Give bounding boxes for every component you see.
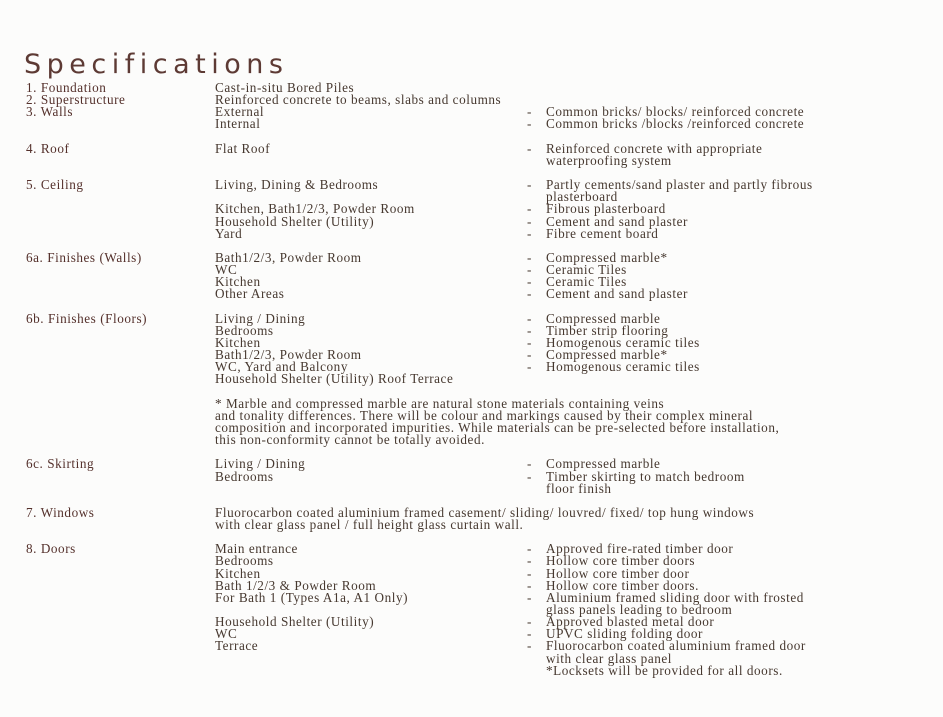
item-spec-text: Hollow core timber door: [546, 565, 690, 581]
item-spec: [527, 225, 659, 241]
item-location: Bath1/2/3, Powder Room: [215, 347, 362, 363]
dash-bullet: -: [527, 589, 532, 605]
dash-bullet: -: [527, 213, 532, 229]
spec-row: [0, 322, 943, 338]
item-location: Bath 1/2/3 & Powder Room: [215, 577, 377, 593]
item-spec-text: Reinforced concrete with appropriate: [546, 140, 763, 156]
item-spec-text: Ceramic Tiles: [546, 274, 627, 290]
dash-bullet: -: [527, 177, 532, 193]
dash-bullet: -: [527, 140, 532, 156]
item-spec-text: Compressed marble*: [546, 249, 668, 265]
section-label: 8. Doors: [26, 541, 76, 557]
spec-row: [0, 519, 943, 531]
dash-bullet: -: [527, 286, 532, 302]
dash-bullet: -: [527, 201, 532, 217]
spec-row: [0, 191, 943, 203]
dash-bullet: -: [527, 249, 532, 265]
spec-row: [0, 361, 943, 373]
item-location: Bath1/2/3, Powder Room: [215, 249, 362, 265]
item-location: Bedrooms: [215, 468, 274, 484]
spec-row: [0, 349, 943, 361]
dash-bullet: -: [527, 334, 532, 350]
item-location: Living / Dining: [215, 456, 306, 472]
item-spec-text: Hollow core timber doors.: [546, 577, 699, 593]
item-spec-text: Timber skirting to match bedroom: [546, 468, 745, 484]
dash-bullet: -: [527, 541, 532, 557]
item-location: this non-conformity cannot be totally avoided.: [215, 432, 485, 448]
spec-row: [0, 225, 943, 241]
section-label: 6a. Finishes (Walls): [26, 249, 142, 265]
section-label: 1. Foundation: [26, 80, 107, 95]
dash-bullet: -: [527, 614, 532, 630]
dash-bullet: -: [527, 116, 532, 132]
section-label: 3. Walls: [26, 104, 74, 120]
item-spec-continuation: floor finish: [546, 480, 612, 496]
dash-bullet: -: [527, 577, 532, 593]
item-location: Flat Roof: [215, 140, 271, 156]
item-spec-text: Cement and sand plaster: [546, 213, 688, 229]
item-spec-continuation: glass panels leading to bedroom: [546, 602, 733, 618]
item-location: WC: [215, 262, 238, 278]
dash-bullet: -: [527, 456, 532, 472]
dash-bullet: -: [527, 274, 532, 290]
spec-row: [0, 604, 943, 616]
item-location: Kitchen, Bath1/2/3, Powder Room: [215, 201, 415, 217]
item-spec-text: Hollow core timber doors: [546, 553, 696, 569]
item-spec-continuation: plasterboard: [546, 189, 618, 205]
spec-row: [0, 589, 943, 605]
dash-bullet: -: [527, 262, 532, 278]
item-location: External: [215, 104, 265, 120]
dash-bullet: -: [527, 565, 532, 581]
item-spec-text: Ceramic Tiles: [546, 262, 627, 278]
dash-bullet: -: [527, 104, 532, 120]
dash-bullet: -: [527, 468, 532, 484]
item-spec-text: Homogenous ceramic tiles: [546, 359, 700, 375]
section-label: 6b. Finishes (Floors): [26, 310, 148, 326]
item-location: Kitchen: [215, 274, 261, 290]
spec-row: [0, 213, 943, 229]
item-location: Household Shelter (Utility) Roof Terrace: [215, 371, 454, 387]
item-location: Yard: [215, 225, 243, 241]
item-spec-continuation: *Locksets will be provided for all doors.: [546, 662, 783, 678]
page-title: Specifications: [24, 49, 289, 80]
item-location: Internal: [215, 116, 261, 132]
spec-row: [0, 565, 943, 581]
item-spec-text: Cement and sand plaster: [546, 286, 688, 302]
item-location: WC, Yard and Balcony: [215, 359, 348, 375]
item-spec: [527, 361, 700, 373]
spec-row: [0, 334, 943, 350]
item-spec-text: UPVC sliding folding door: [546, 626, 703, 642]
item-location: with clear glass panel / full height glass curtain wall.: [215, 517, 524, 533]
spec-row: [0, 288, 943, 300]
item-spec-continuation: with clear glass panel: [546, 650, 672, 666]
item-location: Bedrooms: [215, 553, 274, 569]
section-label: 7. Windows: [26, 504, 95, 520]
item-spec-text: Fibrous plasterboard: [546, 201, 666, 217]
spec-row: [0, 640, 943, 652]
spec-row: [0, 458, 943, 470]
item-location: Bedrooms: [215, 322, 274, 338]
spec-row: [0, 650, 943, 666]
item-location: Main entrance: [215, 541, 298, 557]
item-spec: [527, 118, 804, 130]
item-location: Fluorocarbon coated aluminium framed casement/ sliding/ louvred/ fixed/ top hung windows: [215, 504, 755, 520]
item-spec-text: Compressed marble*: [546, 347, 668, 363]
item-location: Cast-in-situ Bored Piles: [215, 80, 355, 95]
item-spec-text: Fibre cement board: [546, 225, 659, 241]
item-location: and tonality differences. There will be colour and markings caused by their complex mineral: [215, 407, 754, 423]
dash-bullet: -: [527, 638, 532, 654]
spec-row: [0, 152, 943, 168]
item-location: Household Shelter (Utility): [215, 213, 375, 229]
section-gap: [0, 446, 943, 458]
spec-row: [0, 468, 943, 484]
dash-bullet: -: [527, 553, 532, 569]
item-location: * Marble and compressed marble are natural stone materials containing veins: [215, 395, 665, 411]
specifications-table: [0, 82, 943, 677]
item-spec-text: Homogenous ceramic tiles: [546, 334, 700, 350]
item-location: Other Areas: [215, 286, 285, 302]
item-location: Living, Dining & Bedrooms: [215, 177, 379, 193]
dash-bullet: -: [527, 322, 532, 338]
item-location: Terrace: [215, 638, 259, 654]
item-spec-text: Compressed marble: [546, 310, 661, 326]
spec-row: [0, 179, 943, 191]
dash-bullet: -: [527, 626, 532, 642]
item-location: Reinforced concrete to beams, slabs and columns: [215, 92, 502, 108]
spec-row: [0, 118, 943, 130]
spec-row: [0, 276, 943, 288]
item-location: Living / Dining: [215, 310, 306, 326]
dash-bullet: -: [527, 347, 532, 363]
item-spec-text: Approved fire-rated timber door: [546, 541, 734, 557]
item-spec-text: Compressed marble: [546, 456, 661, 472]
dash-bullet: -: [527, 359, 532, 375]
section-gap: [0, 131, 943, 143]
section-label: 4. Roof: [26, 140, 70, 156]
spec-row: [0, 662, 943, 678]
spec-row: [0, 373, 943, 385]
dash-bullet: -: [527, 310, 532, 326]
spec-row: [0, 264, 943, 276]
item-spec-continuation: waterproofing system: [546, 152, 672, 168]
item-spec-text: Common bricks /blocks /reinforced concrete: [546, 116, 805, 132]
section-label: 2. Superstructure: [26, 92, 126, 108]
section-label: 6c. Skirting: [26, 456, 95, 472]
spec-row: [0, 140, 943, 156]
spec-row: [0, 616, 943, 628]
item-spec-text: Partly cements/sand plaster and partly fibrous: [546, 177, 813, 193]
section-gap: [0, 531, 943, 543]
spec-row: [0, 203, 943, 215]
item-location: Kitchen: [215, 565, 261, 581]
spec-row: [0, 249, 943, 265]
item-spec-text: Common bricks/ blocks/ reinforced concrete: [546, 104, 805, 120]
item-spec-text: Fluorocarbon coated aluminium framed door: [546, 638, 806, 654]
dash-bullet: -: [527, 225, 532, 241]
item-spec-text: Approved blasted metal door: [546, 614, 715, 630]
item-location: For Bath 1 (Types A1a, A1 Only): [215, 589, 409, 605]
item-spec-text: Aluminium framed sliding door with frosted: [546, 589, 804, 605]
item-spec-text: Timber strip flooring: [546, 322, 669, 338]
item-spec: [527, 288, 688, 300]
section-label: 5. Ceiling: [26, 177, 84, 193]
item-location: composition and incorporated impurities. While materials can be pre-selected before installation,: [215, 419, 780, 435]
spec-row: [0, 434, 943, 446]
item-location: Household Shelter (Utility): [215, 614, 375, 630]
spec-row: [0, 543, 943, 555]
spec-row: [0, 480, 943, 496]
spec-row: [0, 555, 943, 567]
spec-row: [0, 310, 943, 326]
item-location: WC: [215, 626, 238, 642]
item-location: Kitchen: [215, 334, 261, 350]
